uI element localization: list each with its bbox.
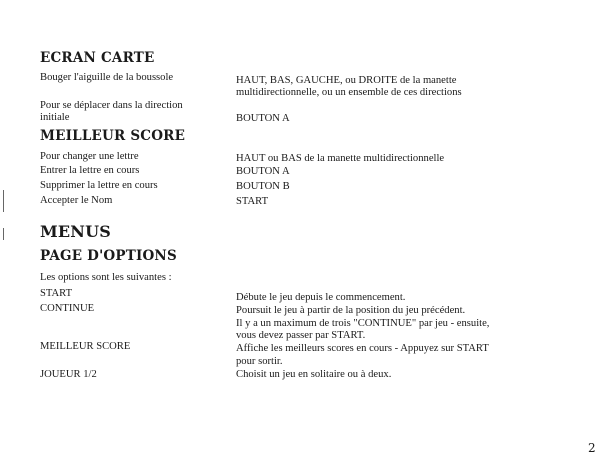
control-value: BOUTON A	[236, 166, 290, 177]
control-label: initiale	[40, 112, 70, 123]
control-value: HAUT ou BAS de la manette multidirectionnelle	[236, 153, 445, 164]
control-label: Bouger l'aiguille de la boussole	[40, 72, 174, 83]
option-label: START	[40, 288, 73, 299]
left-margin-rule	[3, 190, 4, 212]
section-title-menus: MENUS	[40, 222, 112, 241]
option-label: JOUEUR 1/2	[40, 369, 97, 380]
options-intro: Les options sont les suivantes :	[40, 272, 172, 283]
option-description: Il y a un maximum de trois "CONTINUE" par jeu - ensuite,	[236, 318, 490, 329]
option-description: Affiche les meilleurs scores en cours - Appuyez sur START	[236, 343, 489, 354]
option-description: pour sortir.	[236, 356, 283, 367]
option-label: CONTINUE	[40, 303, 95, 314]
section-title-meilleur-score: MEILLEUR SCORE	[40, 128, 186, 144]
left-margin-rule	[3, 228, 4, 240]
option-label: MEILLEUR SCORE	[40, 341, 131, 352]
control-label: Pour changer une lettre	[40, 151, 139, 162]
section-title-ecran-carte: ECRAN CARTE	[40, 50, 155, 66]
control-value: START	[236, 196, 269, 207]
control-value: multidirectionnelle, ou un ensemble de ces directions	[236, 87, 462, 98]
control-label: Entrer la lettre en cours	[40, 165, 140, 176]
option-description: Débute le jeu depuis le commencement.	[236, 292, 406, 303]
section-title-page-options: PAGE D'OPTIONS	[40, 248, 177, 264]
option-description: Poursuit le jeu à partir de la position du jeu précédent.	[236, 305, 466, 316]
control-value: BOUTON A	[236, 113, 290, 124]
option-description: Choisit un jeu en solitaire ou à deux.	[236, 369, 392, 380]
control-label: Supprimer la lettre en cours	[40, 180, 158, 191]
control-value: BOUTON B	[236, 181, 290, 192]
control-value: HAUT, BAS, GAUCHE, ou DROITE de la manette	[236, 75, 457, 86]
control-label: Pour se déplacer dans la direction	[40, 100, 183, 111]
page-number: 2	[588, 441, 596, 455]
control-label: Accepter le Nom	[40, 195, 113, 206]
option-description: vous devez passer par START.	[236, 330, 366, 341]
